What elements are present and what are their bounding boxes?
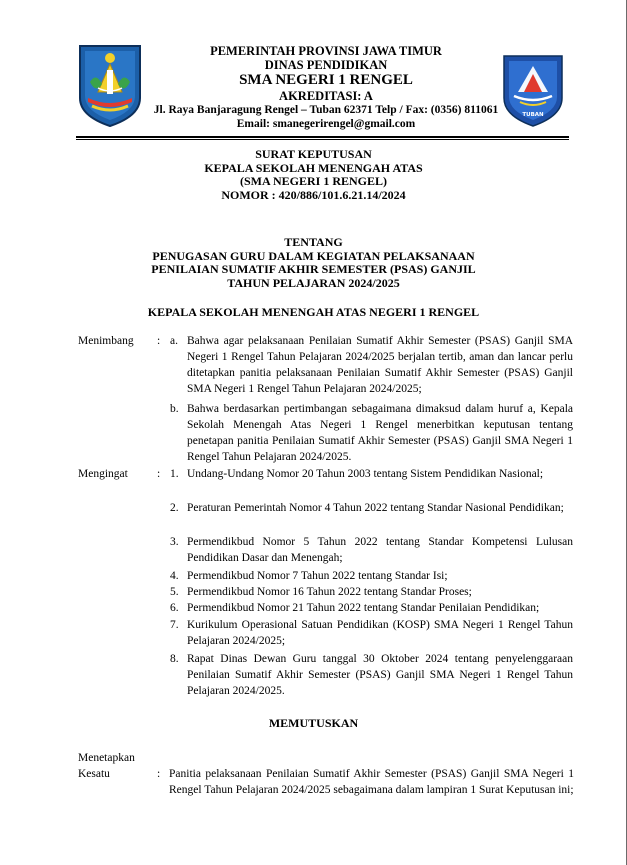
mengingat-marker-7: 7. xyxy=(170,619,179,631)
kesatu-colon: : xyxy=(157,768,161,780)
menimbang-item-a: Bahwa agar pelaksanaan Penilaian Sumatif Akhir Semester (PSAS) Ganjil SMA Negeri 1 Rengel Tahun Pelajaran 2024/2025 berjalan tertib, aman dan lancar perlu ditetapkan panitia pelaksanaan Penilaian Sumatif Akhir Semester (PSAS) Ganjil SMA Negeri 1 Rengel Tahun Pelajaran 2024/2025; xyxy=(187,335,573,395)
mengingat-item-6: Permendikbud Nomor 21 Tahun 2022 tentang Standar Penilaian Pendidikan; xyxy=(187,602,540,614)
decree-title-line3: (SMA NEGERI 1 RENGEL) xyxy=(239,174,388,188)
letterhead-accreditation: AKREDITASI: A xyxy=(279,89,373,103)
mengingat-marker-8: 8. xyxy=(170,653,179,665)
subject-tentang: TENTANG xyxy=(284,235,343,249)
mengingat-item-3: Permendikbud Nomor 5 Tahun 2022 tentang Standar Kompetensi Lulusan Pendidikan Dasar dan Menengah; xyxy=(187,536,573,564)
mengingat-marker-2: 2. xyxy=(170,502,179,514)
letterhead xyxy=(140,44,512,131)
menetapkan-label: Menetapkan xyxy=(78,752,135,764)
subject-line2: PENUGASAN GURU DALAM KEGIATAN PELAKSANAAN xyxy=(152,248,475,263)
menimbang-label: Menimbang xyxy=(78,335,134,347)
mengingat-marker-4: 4. xyxy=(170,570,179,582)
subject-line4: TAHUN PELAJARAN 2024/2025 xyxy=(227,275,400,290)
mengingat-item-8: Rapat Dinas Dewan Guru tanggal 30 Oktober 2024 tentang penyelenggaraan Penilaian Sumatif Akhir Semester (PSAS) Ganjil SMA Negeri 1 Rengel Tahun Pelajaran 2024/2025. xyxy=(187,653,573,697)
kesatu-text: Panitia pelaksanaan Penilaian Sumatif Akhir Semester (PSAS) Ganjil SMA Negeri 1 Rengel Tahun Pelajaran 2024/2025 sebagaimana dalam lampiran 1 Surat Keputusan ini; xyxy=(169,768,574,796)
memutuskan-heading xyxy=(0,717,627,731)
decree-title-line1: SURAT KEPUTUSAN xyxy=(255,147,372,161)
decree-title-line2: KEPALA SEKOLAH MENENGAH ATAS xyxy=(204,160,423,175)
decree-number: NOMOR : 420/886/101.6.21.14/2024 xyxy=(221,187,406,202)
issuer-text: KEPALA SEKOLAH MENENGAH ATAS NEGERI 1 RENGEL xyxy=(147,305,480,319)
letterhead-rule-thick xyxy=(76,136,569,138)
mengingat-marker-1: 1. xyxy=(170,468,179,480)
mengingat-item-2: Peraturan Pemerintah Nomor 4 Tahun 2022 tentang Standar Nasional Pendidikan; xyxy=(187,502,564,514)
decree-subject xyxy=(0,236,627,290)
letterhead-rule-thin xyxy=(76,139,569,140)
mengingat-item-5: Permendikbud Nomor 16 Tahun 2022 tentang Standar Proses; xyxy=(187,586,472,598)
mengingat-colon: : xyxy=(157,468,161,480)
kesatu-label: Kesatu xyxy=(78,768,110,780)
svg-text:TUBAN: TUBAN xyxy=(522,112,544,118)
mengingat-label: Mengingat xyxy=(78,468,128,480)
letterhead-email: Email: smanegerirengel@gmail.com xyxy=(236,118,416,130)
mengingat-marker-5: 5. xyxy=(170,586,179,598)
letterhead-office: DINAS PENDIDIKAN xyxy=(264,58,388,72)
jawa-timur-emblem-logo xyxy=(76,42,144,128)
mengingat-marker-3: 3. xyxy=(170,536,179,548)
menimbang-marker-b: b. xyxy=(170,403,179,415)
letterhead-school-name: SMA NEGERI 1 RENGEL xyxy=(239,72,413,88)
menimbang-marker-a: a. xyxy=(170,335,178,347)
decree-title xyxy=(0,148,627,202)
letterhead-address: Jl. Raya Banjaragung Rengel – Tuban 62371 Telp / Fax: (0356) 811061 xyxy=(153,104,499,116)
mengingat-item-7: Kurikulum Operasional Satuan Pendidikan (KOSP) SMA Negeri 1 Rengel Tahun Pelajaran 2024/2025; xyxy=(187,619,573,647)
issuer-heading xyxy=(0,306,627,320)
letterhead-province: PEMERINTAH PROVINSI JAWA TIMUR xyxy=(210,44,442,58)
menimbang-colon: : xyxy=(157,335,161,347)
subject-line3: PENILAIAN SUMATIF AKHIR SEMESTER (PSAS) GANJIL xyxy=(151,262,476,276)
mengingat-item-4: Permendikbud Nomor 7 Tahun 2022 tentang Standar Isi; xyxy=(187,570,448,582)
memutuskan-text: MEMUTUSKAN xyxy=(268,716,359,730)
menimbang-item-b: Bahwa berdasarkan pertimbangan sebagaimana dimaksud dalam huruf a, Kepala Sekolah Menengah Atas Negeri 1 Rengel menerbitkan keputusan tentang penetapan panitia Penilaian Sumatif Akhir Semester (PSAS) Ganjil SMA Negeri 1 Rengel Tahun Pelajaran 2024/2025. xyxy=(187,403,573,463)
mengingat-marker-6: 6. xyxy=(170,602,179,614)
mengingat-item-1: Undang-Undang Nomor 20 Tahun 2003 tentang Sistem Pendidikan Nasional; xyxy=(187,468,544,480)
